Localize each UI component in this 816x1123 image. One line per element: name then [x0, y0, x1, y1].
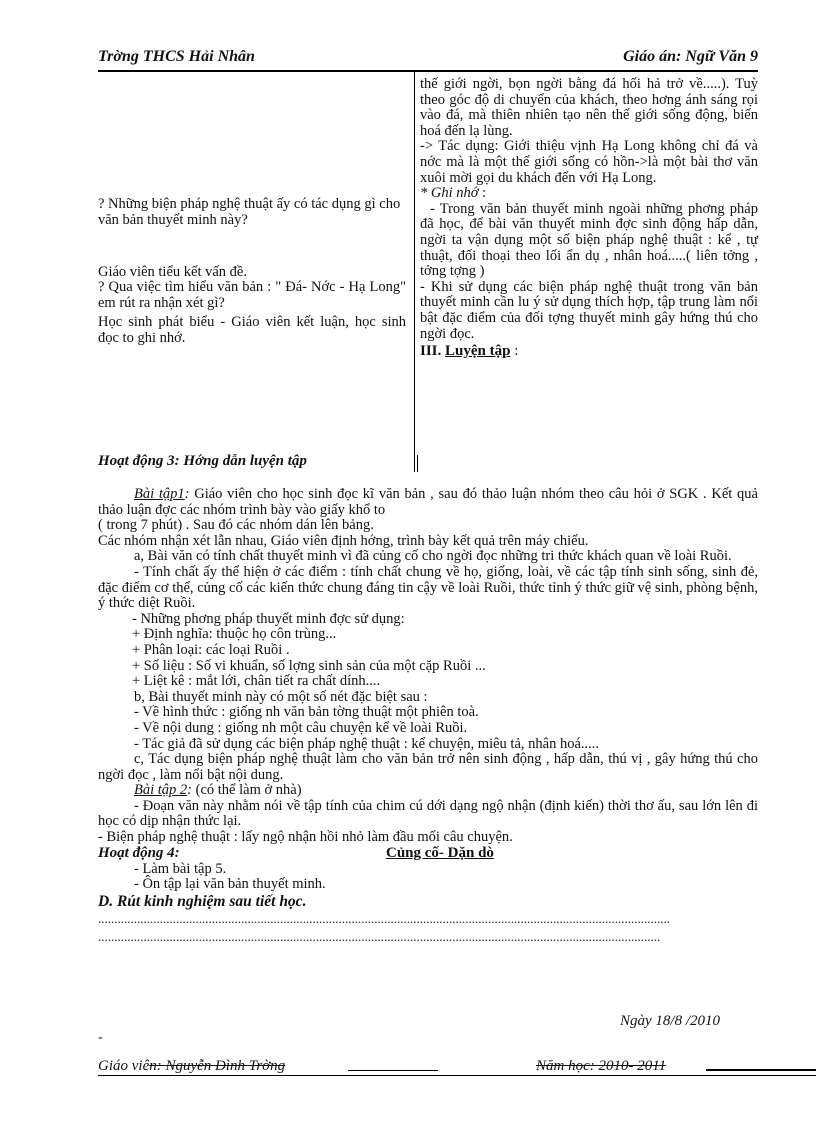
notes-line-2: .............................................................................................................................................................................: [98, 929, 661, 945]
footer-teacher-name: n: Nguyễn Đình Trờng: [149, 1058, 286, 1074]
right-para-1: thế giới ngời, bọn ngời bằng đá hối hả trở về.....). Tuỳ theo góc độ di chuyển của khách, theo hơng ánh sáng rọi vào đá, mà thiên nhiên tạo nên thế giới sống động, biến hoá đến lạ lùng.: [420, 76, 758, 139]
section-3-num: III.: [420, 343, 446, 360]
answer-b: b, Bài thuyết minh này có một số nét đặc biệt sau :: [134, 688, 428, 705]
footer-line-3: [98, 1075, 816, 1076]
answer-b-2: - Về nội dung : giống nh một câu chuyện kể về loài Ruồi.: [134, 719, 468, 736]
exercise-2-text: (có thể làm ở nhà): [192, 782, 302, 799]
answer-b-3: - Tác giả đã sử dụng các biện pháp nghệ thuật : kể chuyện, miêu tả, nhân hoá.....: [134, 735, 599, 752]
footer-year-label: Năm học:: [536, 1058, 599, 1074]
activity-4-row: [98, 846, 758, 862]
task-2: - Ôn tập lại văn bản thuyết minh.: [134, 876, 326, 893]
footer-line-1: [348, 1070, 438, 1071]
left-column: [98, 72, 408, 472]
question-art-effect: ? Những biện pháp nghệ thuật ấy có tác dụng gì cho văn bản thuyết minh này?: [98, 196, 401, 228]
footer-teacher: [98, 1058, 285, 1075]
section-3-heading: [420, 344, 758, 360]
answer-a-6: + Liệt kê : mắt lới, chân tiết ra chất dính....: [132, 673, 381, 690]
right-para-effect: -> Tác dụng: Giới thiệu vịnh Hạ Long không chỉ đá và nớc mà là một thế giới sống có hồn->là một bài thơ văn xuôi mời gọi du khách đến với Hạ Long.: [420, 138, 758, 186]
section-3-colon: :: [510, 343, 519, 360]
note-colon: :: [478, 185, 487, 202]
header-school: Trờng THCS Hải Nhân: [98, 48, 255, 65]
column-divider: [414, 72, 415, 472]
exercise-1-review: Các nhóm nhận xét lẫn nhau, Giáo viên định hớng, trình bày kết quả trên máy chiếu.: [98, 532, 589, 549]
exercise-2-label: Bài tập 2: [134, 782, 188, 799]
exercise-2-1: - Đoạn văn này nhằm nói về tập tính của chim cú dới dạng ngộ nhận (định kiến) thời thơ ấu, sau lớn lên đi học có dịp nhận thức lại.: [98, 797, 758, 830]
section-d-title: D. Rút kinh nghiệm sau tiết học.: [98, 892, 307, 910]
column-divider-2: [417, 455, 418, 472]
note-label: * Ghi nhớ: [420, 185, 479, 202]
answer-b-1: - Về hình thức : giống nh văn bản tờng thuật một phiên toà.: [134, 704, 479, 721]
date: Ngày 18/8 /2010: [620, 1013, 720, 1029]
answer-a-5: + Số liệu : Số vi khuẩn, số lợng sinh sản của một cặp Ruồi ...: [132, 657, 486, 674]
right-column: [420, 77, 758, 360]
activity-3-title: Hoạt động 3: Hớng dẫn luyện tập: [98, 453, 307, 469]
answer-a-1: - Tính chất ấy thể hiện ở các điểm : tính chất chung về họ, giống, loài, về các tập tính sinh sống, sinh đẻ, đặc điểm cơ thể, củng cố các kiến thức chung đáng tin cậy về loài Ruồi, thức tỉnh ý thức giữ vệ sinh, phòng bệnh, ý thức diệt Ruồi.: [98, 563, 758, 612]
exercise-1-label: Bài tập1: [134, 486, 185, 502]
section-3-title: Luyện tập: [445, 343, 511, 360]
question-takeaway: ? Qua việc tìm hiểu văn bản : " Đá- Nớc - Hạ Long" em rút ra nhận xét gì?: [98, 279, 406, 311]
answer-a-3: + Định nghĩa: thuộc họ côn trùng...: [132, 626, 337, 643]
task-1: - Làm bài tập 5.: [134, 860, 227, 877]
answer-a-4: + Phân loại: các loại Ruồi .: [132, 641, 290, 658]
footer-line-2: [706, 1069, 816, 1071]
exercise-1-time: ( trong 7 phút) . Sau đó các nhóm dán lên bảng.: [98, 517, 374, 534]
exercise-2: [98, 783, 758, 799]
student-respond: Học sinh phát biểu - Giáo viên kết luận, học sinh đọc to ghi nhớ.: [98, 314, 406, 346]
answer-c: c, Tác dụng biện pháp nghệ thuật làm cho văn bản trở nên sinh động , hấp dẫn, thú vị , gây hứng thú cho ngời đọc , làm nổi bật nội dung.: [98, 751, 758, 783]
activity-4-heading: Củng cố- Dặn dò: [386, 844, 494, 861]
activity-4-title: Hoạt động 4:: [98, 844, 180, 861]
answer-a: a, Bài văn có tính chất thuyết minh vì đã củng cố cho ngời đọc những tri thức khách quan về loài Ruồi.: [134, 548, 732, 565]
header-lesson-plan: Giáo án: Ngữ Văn 9: [623, 48, 758, 65]
exercise-1: [98, 487, 758, 518]
exercise-2-2: - Biện pháp nghệ thuật : lấy ngộ nhận hồi nhỏ làm đầu mối câu chuyện.: [98, 829, 513, 846]
footer-year-value: 2010- 2011: [598, 1058, 667, 1074]
exercises-body: [98, 487, 758, 945]
footer-year: [536, 1058, 666, 1075]
exercise-1-text: Giáo viên cho học sinh đọc kĩ văn bản , sau đó thảo luận nhóm theo câu hỏi ở SGK . Kết quả thảo luận đợc các nhóm trình bày vào giấy khổ to: [98, 486, 758, 518]
teacher-summary: Giáo viên tiểu kết vấn đề.: [98, 264, 247, 280]
answer-a-2: - Những phơng pháp thuyết minh đợc sử dụng:: [132, 610, 405, 627]
note-1: - Trong văn bản thuyết minh ngoài những phơng pháp đã học, để bài văn thuyết minh đợc sinh động hấp dẫn, ngời ta vận dụng một số biện pháp nghệ thuật : kể , tự thuật, đối thoại theo lối ẩn dụ , nhân hoá.....( liên tởng , tởng tợng ): [420, 200, 758, 280]
notes-line-1: ................................................................................................................................................................................: [98, 911, 670, 927]
footer-teacher-label: Giáo viê: [98, 1058, 150, 1074]
exercise-1-colon: :: [184, 486, 190, 502]
dash: -: [98, 1030, 103, 1045]
note-2: - Khi sử dụng các biện pháp nghệ thuật trong văn bản thuyết minh cần lu ý sử dụng thích hợp, tập trung làm nổi bật đặc điểm của đối tợng thuyết minh gây hứng thú cho ngời đọc.: [420, 278, 758, 342]
note-heading: [420, 186, 758, 202]
exercise-2-colon: :: [187, 782, 193, 799]
